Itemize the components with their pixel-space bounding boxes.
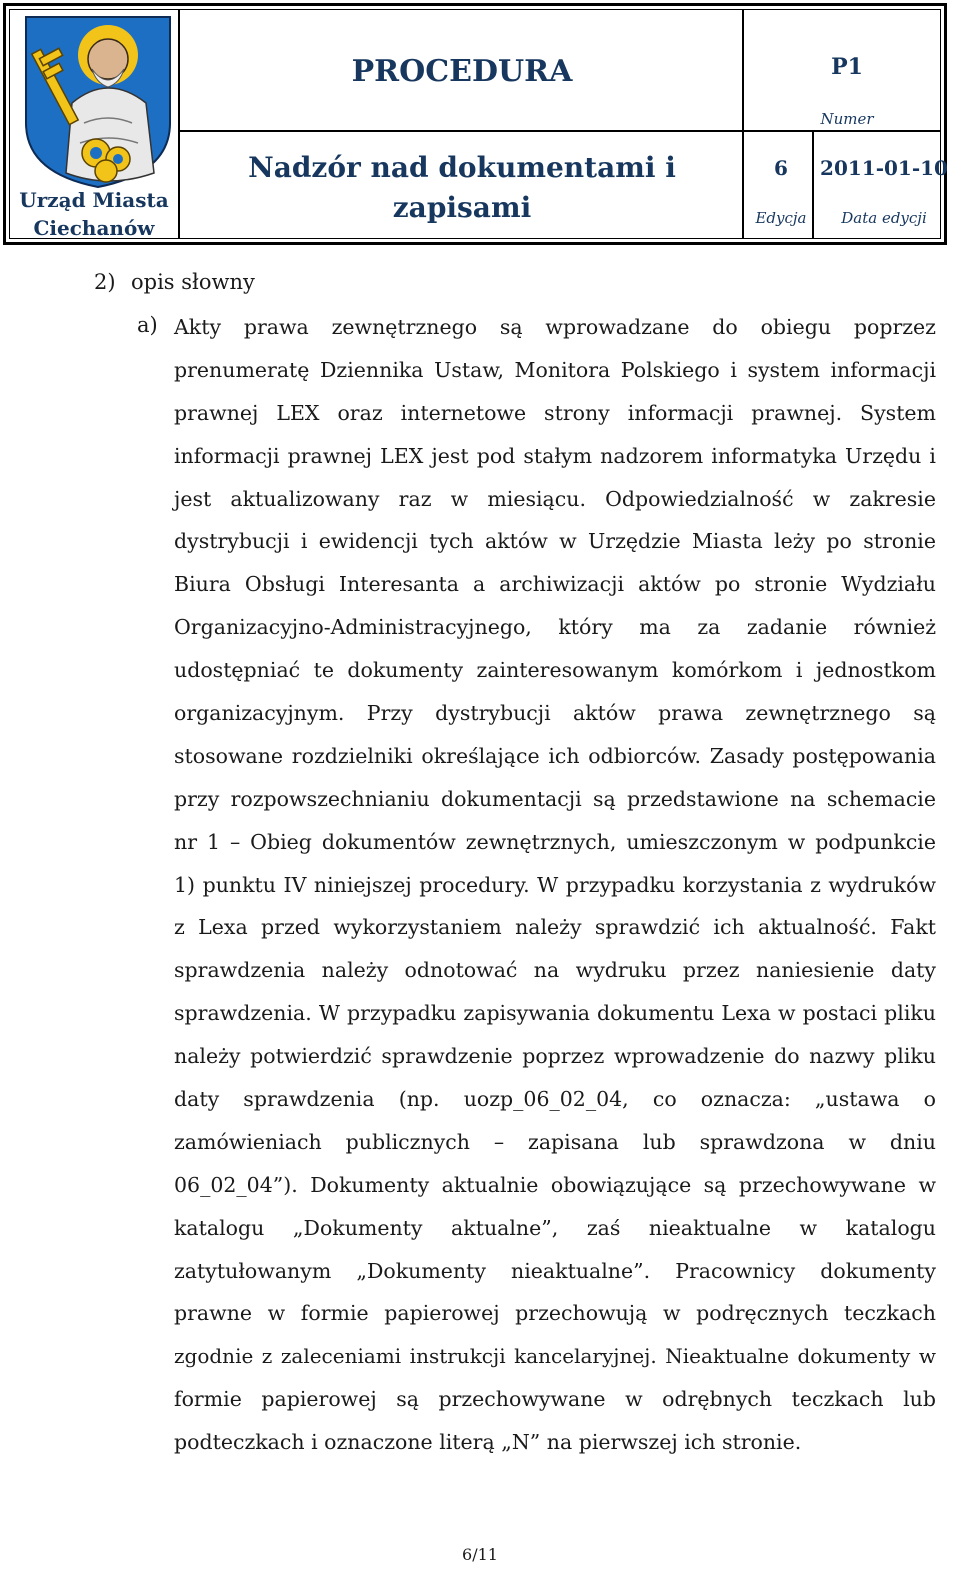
paragraph-line: udostępniać te dokumenty zainteresowanym komórkom i jednostkom: [174, 658, 936, 683]
document-type: PROCEDURA: [351, 54, 573, 89]
paragraph-line: podteczkach i oznaczone literą „N” na pierwszej ich stronie.: [174, 1430, 802, 1455]
paragraph-line: organizacyjnym. Przy dystrybucji aktów prawa zewnętrznego są: [174, 701, 936, 726]
edition-number: 6: [774, 156, 788, 180]
paragraph-line: informacji prawnej LEX jest pod stałym nadzorem informatyka Urzędu i: [174, 443, 936, 468]
paragraph-line: zgodnie z zaleceniami instrukcji kancelaryjnej. Nieaktualne dokumenty w: [174, 1344, 936, 1369]
paragraph-line: Biura Obsługi Interesanta a archiwizacji aktów po stronie Wydziału: [174, 572, 936, 597]
paragraph-line: prawne w formie papierowej przechowują w podręcznych teczkach: [174, 1301, 936, 1326]
paragraph-line: z Lexa przed wykorzystaniem należy sprawdzić ich aktualność. Fakt: [174, 915, 936, 940]
paragraph-line: sprawdzenia należy odnotować na wydruku przez naniesienie daty: [174, 958, 936, 983]
procedure-number-label: Numer: [820, 110, 874, 128]
paragraph-line: formie papierowej są przechowywane w odrębnych teczkach lub: [174, 1387, 936, 1412]
paragraph-line: stosowane rozdzielniki określające ich odbiorców. Zasady postępowania: [174, 743, 936, 768]
document-header: [3, 3, 947, 245]
paragraph-line: katalogu „Dokumenty aktualne”, zaś nieaktualne w katalogu: [174, 1215, 936, 1240]
list-item-number: 2): [94, 270, 116, 294]
st-peter-with-keys-crest-icon: [22, 13, 174, 189]
paragraph-line: 06_02_04”). Dokumenty aktualnie obowiązujące są przechowywane w: [174, 1172, 936, 1197]
header-divider: [178, 130, 940, 132]
document-title: Nadzór nad dokumentami i zapisami: [248, 151, 676, 224]
paragraph-line: 1) punktu IV niniejszej procedury. W przypadku korzystania z wydruków: [174, 872, 936, 897]
paragraph-line: zatytułowanym „Dokumenty nieaktualne”. Pracownicy dokumenty: [174, 1258, 936, 1283]
organization-city: Ciechanów: [33, 216, 155, 240]
paragraph-line: Akty prawa zewnętrznego są wprowadzane do obiegu poprzez: [174, 315, 936, 339]
paragraph-line: jest aktualizowany raz w miesiącu. Odpowiedzialność w zakresie: [174, 486, 936, 511]
paragraph-line: prenumeratę Dziennika Ustaw, Monitora Polskiego i system informacji: [174, 357, 936, 382]
sub-item-letter: a): [137, 313, 158, 337]
paragraph-line: dystrybucji i ewidencji tych aktów w Urzędzie Miasta leży po stronie: [174, 529, 936, 554]
paragraph-line: przy rozpowszechnianiu dokumentacji są przedstawione na schemacie: [174, 786, 936, 811]
paragraph-line: sprawdzenia. W przypadku zapisywania dokumentu Lexa w postaci pliku: [174, 1001, 936, 1026]
paragraph-line: należy potwierdzić sprawdzenie poprzez wprowadzenie do nazwy pliku: [174, 1044, 936, 1069]
organization-name: Urząd Miasta: [19, 188, 169, 212]
paragraph-line: nr 1 – Obieg dokumentów zewnętrznych, umieszczonym w podpunkcie: [174, 829, 936, 854]
paragraph-line: prawnej LEX oraz internetowe strony informacji prawnej. System: [174, 400, 936, 425]
body-paragraph: [174, 306, 936, 1464]
paragraph-line: Organizacyjno-Administracyjnego, który ma za zadanie również: [174, 615, 936, 640]
procedure-number: P1: [831, 54, 863, 80]
paragraph-line: daty sprawdzenia (np. uozp_06_02_04, co oznacza: „ustawa o: [174, 1087, 936, 1112]
list-item-label: opis słowny: [131, 270, 255, 294]
edition-label: Edycja: [755, 209, 807, 227]
edition-date-label: Data edycji: [841, 209, 927, 227]
paragraph-line: zamówieniach publicznych – zapisana lub sprawdzona w dniu: [174, 1129, 936, 1154]
header-inner-frame: [9, 9, 948, 240]
page-number: 6/11: [462, 1545, 498, 1564]
edition-date: 2011-01-10: [820, 156, 948, 180]
logo-cell: [10, 10, 178, 244]
